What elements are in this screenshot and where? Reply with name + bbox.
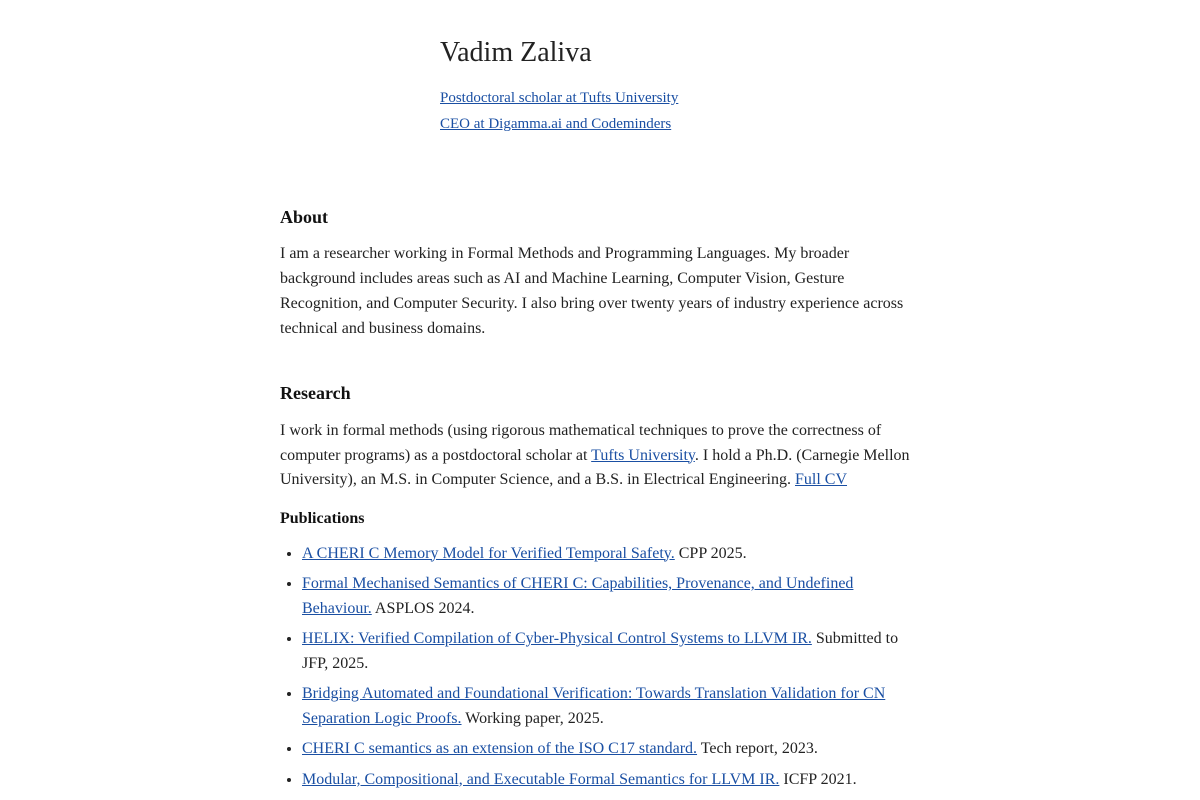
publications-list xyxy=(280,542,920,793)
role-link-tufts[interactable]: Postdoctoral scholar at Tufts University xyxy=(440,90,679,106)
publication-venue: CPP 2025. xyxy=(674,544,747,562)
publication-link[interactable]: CHERI C semantics as an extension of the ISO C17 standard. xyxy=(302,740,698,757)
about-heading: About xyxy=(280,207,329,227)
role-link-digamma[interactable]: CEO at Digamma.ai and Codeminders xyxy=(440,116,672,132)
publication-venue: Submitted to JFP, 2025. xyxy=(302,630,899,672)
publication-venue: Working paper, 2025. xyxy=(461,709,604,727)
publication-item xyxy=(302,572,920,621)
full-cv-link[interactable]: Full CV xyxy=(795,471,848,488)
publication-item xyxy=(302,542,920,567)
publication-venue: ASPLOS 2024. xyxy=(371,599,475,617)
research-text xyxy=(280,419,920,493)
publication-link[interactable]: HELIX: Verified Compilation of Cyber-Physical Control Systems to LLVM IR. xyxy=(302,630,812,647)
publication-item xyxy=(302,737,920,762)
research-section xyxy=(280,381,920,792)
tufts-university-link[interactable]: Tufts University xyxy=(591,446,695,464)
publication-link[interactable]: Modular, Compositional, and Executable Formal Semantics for LLVM IR. xyxy=(302,770,780,788)
page-title: Vadim Zaliva xyxy=(440,37,592,68)
roles-list xyxy=(440,85,678,137)
profile-header xyxy=(440,36,678,137)
publication-item xyxy=(302,682,920,731)
about-section xyxy=(280,205,920,341)
publication-link[interactable]: Bridging Automated and Foundational Verification: Towards Translation Validation for CN Separation Logic Proofs. xyxy=(302,685,886,727)
publication-venue: ICFP 2021. xyxy=(779,770,857,788)
publication-link[interactable]: Formal Mechanised Semantics of CHERI C: Capabilities, Provenance, and Undefined Behaviour. xyxy=(302,575,854,617)
research-heading: Research xyxy=(280,383,351,403)
publications-heading: Publications xyxy=(280,509,365,527)
publication-venue: Tech report, 2023. xyxy=(697,740,818,757)
publication-link[interactable]: A CHERI C Memory Model for Verified Temporal Safety. xyxy=(302,544,675,562)
research-text-degrees: . I hold a Ph.D. (Carnegie Mellon University), an M.S. in Computer Science, and a B.S. in Electrical Engineering. xyxy=(280,446,910,488)
research-text-intro: I work in formal methods (using rigorous mathematical techniques to prove the correctness of computer programs) as a postdoctoral scholar at xyxy=(280,422,882,464)
publication-item xyxy=(302,768,920,793)
about-text: I am a researcher working in Formal Methods and Programming Languages. My broader background includes areas such as AI and Machine Learning, Computer Vision, Gesture Recognition, and Computer Security. I also bring over twenty years of industry experience across technical and business domains. xyxy=(280,245,904,337)
main-content xyxy=(280,205,920,798)
publication-item xyxy=(302,627,920,676)
